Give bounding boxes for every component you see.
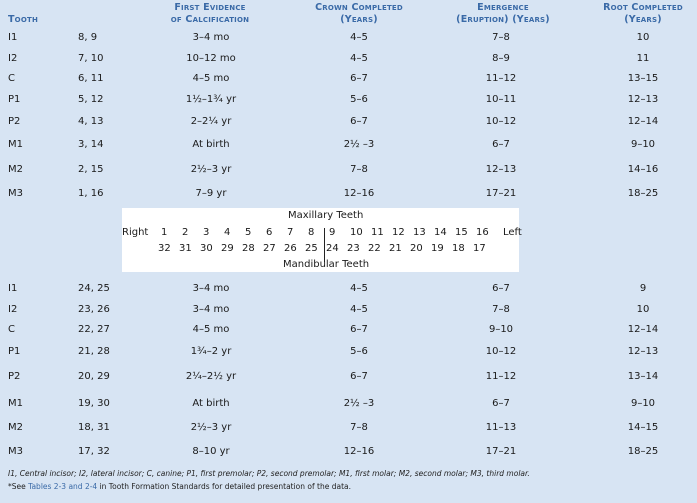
tooth-cell: M2 <box>8 422 23 433</box>
crown-cell: 2½ –3 <box>343 398 375 409</box>
crown-cell: 4–5 <box>350 32 368 43</box>
emergence-cell: 12–13 <box>485 164 517 175</box>
upper-tooth-number: 7 <box>287 227 294 238</box>
header-crown <box>296 2 422 26</box>
lower-tooth-number: 32 <box>158 243 171 254</box>
lower-tooth-number: 22 <box>368 243 381 254</box>
root-cell: 14–16 <box>627 164 659 175</box>
calcification-cell: 3–4 mo <box>192 283 230 294</box>
calcification-cell: 3–4 mo <box>192 304 230 315</box>
tooth-number-cell: 17, 32 <box>78 446 110 457</box>
calcification-cell: 2–2¼ yr <box>190 116 232 127</box>
tooth-number-cell: 19, 30 <box>78 398 110 409</box>
see-tables-footnote <box>8 482 351 491</box>
root-cell: 12–13 <box>627 94 659 105</box>
emergence-cell: 10–12 <box>485 116 517 127</box>
lower-tooth-number: 17 <box>473 243 486 254</box>
emergence-cell: 8–9 <box>492 53 510 64</box>
upper-tooth-number: 4 <box>224 227 231 238</box>
crown-cell: 6–7 <box>350 116 368 127</box>
upper-tooth-number: 3 <box>203 227 210 238</box>
upper-tooth-number: 1 <box>161 227 168 238</box>
tooth-cell: M2 <box>8 164 23 175</box>
lower-tooth-number: 25 <box>305 243 318 254</box>
header-emerg-line2: (Eruption) (Years) <box>456 14 550 25</box>
tooth-number-cell: 23, 26 <box>78 304 110 315</box>
tooth-number-cell: 3, 14 <box>78 139 104 150</box>
lower-tooth-number: 23 <box>347 243 360 254</box>
emergence-cell: 9–10 <box>488 324 514 335</box>
emergence-cell: 10–11 <box>485 94 517 105</box>
abbreviation-footnote <box>8 469 530 478</box>
header-tooth-label: Tooth <box>8 14 39 25</box>
tables-link[interactable]: Tables 2-3 and 2-4 <box>28 482 98 491</box>
tooth-number-cell: 6, 11 <box>78 73 104 84</box>
root-cell: 13–14 <box>627 371 659 382</box>
root-cell: 11 <box>636 53 650 64</box>
emergence-cell: 6–7 <box>492 283 510 294</box>
header-tooth <box>8 14 38 26</box>
upper-tooth-number: 2 <box>182 227 189 238</box>
emergence-cell: 17–21 <box>485 446 517 457</box>
header-emergence <box>440 2 566 26</box>
root-cell: 14–15 <box>627 422 659 433</box>
emergence-cell: 11–12 <box>485 371 517 382</box>
crown-cell: 5–6 <box>350 346 368 357</box>
root-cell: 12–14 <box>627 324 659 335</box>
header-calc-line2: of Calcification <box>170 14 250 25</box>
upper-tooth-number: 14 <box>434 227 447 238</box>
tooth-cell: I2 <box>8 53 18 64</box>
calcification-cell: 10–12 mo <box>186 53 236 64</box>
calcification-cell: 1¾–2 yr <box>190 346 232 357</box>
calcification-cell: At birth <box>192 398 230 409</box>
root-cell: 13–15 <box>627 73 659 84</box>
lower-tooth-number: 20 <box>410 243 423 254</box>
lower-tooth-number: 28 <box>242 243 255 254</box>
upper-tooth-number: 5 <box>245 227 252 238</box>
root-cell: 18–25 <box>627 188 659 199</box>
upper-tooth-number: 6 <box>266 227 273 238</box>
lower-tooth-number: 27 <box>263 243 276 254</box>
tooth-cell: P2 <box>8 116 21 127</box>
upper-tooth-number: 13 <box>413 227 426 238</box>
tooth-cell: M1 <box>8 139 23 150</box>
root-cell: 10 <box>636 304 650 315</box>
emergence-cell: 6–7 <box>492 398 510 409</box>
crown-cell: 6–7 <box>350 73 368 84</box>
lower-tooth-number: 21 <box>389 243 402 254</box>
tooth-number-cell: 2, 15 <box>78 164 104 175</box>
emergence-cell: 6–7 <box>492 139 510 150</box>
header-crown-line1: Crown Completed <box>315 2 403 13</box>
tooth-cell: C <box>8 73 15 84</box>
root-cell: 9–10 <box>630 139 656 150</box>
tooth-cell: M3 <box>8 446 23 457</box>
tooth-cell: M3 <box>8 188 23 199</box>
crown-cell: 12–16 <box>343 446 375 457</box>
calcification-cell: 2½–3 yr <box>190 164 232 175</box>
upper-tooth-number: 16 <box>476 227 489 238</box>
midline-divider <box>324 228 325 262</box>
calcification-cell: 2¼–2½ yr <box>185 371 237 382</box>
crown-cell: 4–5 <box>350 304 368 315</box>
emergence-cell: 11–12 <box>485 73 517 84</box>
tooth-number-cell: 22, 27 <box>78 324 110 335</box>
upper-tooth-number: 10 <box>350 227 363 238</box>
tooth-cell: P1 <box>8 94 21 105</box>
lower-tooth-number: 30 <box>200 243 213 254</box>
tooth-number-cell: 21, 28 <box>78 346 110 357</box>
calcification-cell: 8–10 yr <box>192 446 230 457</box>
header-root-line1: Root Completed <box>603 2 683 13</box>
crown-cell: 7–8 <box>350 422 368 433</box>
left-label: Left <box>503 227 522 238</box>
tooth-number-cell: 24, 25 <box>78 283 110 294</box>
calcification-cell: 4–5 mo <box>192 73 230 84</box>
crown-cell: 5–6 <box>350 94 368 105</box>
root-cell: 9–10 <box>630 398 656 409</box>
root-cell: 9 <box>639 283 647 294</box>
tooth-cell: I2 <box>8 304 18 315</box>
crown-cell: 4–5 <box>350 283 368 294</box>
tooth-cell: P1 <box>8 346 21 357</box>
see-prefix: *See <box>8 482 29 491</box>
emergence-cell: 7–8 <box>492 32 510 43</box>
tooth-cell: C <box>8 324 15 335</box>
tooth-number-cell: 4, 13 <box>78 116 104 127</box>
emergence-cell: 17–21 <box>485 188 517 199</box>
right-label: Right <box>122 227 149 238</box>
upper-tooth-number: 9 <box>329 227 336 238</box>
crown-cell: 6–7 <box>350 371 368 382</box>
crown-cell: 7–8 <box>350 164 368 175</box>
lower-tooth-number: 18 <box>452 243 465 254</box>
header-emerg-line1: Emergence <box>477 2 529 13</box>
header-root <box>588 2 697 26</box>
tooth-number-cell: 5, 12 <box>78 94 104 105</box>
mandibular-teeth-label: Mandibular Teeth <box>283 259 370 270</box>
crown-cell: 2½ –3 <box>343 139 375 150</box>
tooth-number-cell: 20, 29 <box>78 371 110 382</box>
tooth-cell: M1 <box>8 398 23 409</box>
upper-tooth-number: 15 <box>455 227 468 238</box>
header-calcification <box>140 2 280 26</box>
see-suffix: in Tooth Formation Standards for detailed presentation of the data. <box>97 482 351 491</box>
tooth-number-cell: 1, 16 <box>78 188 104 199</box>
tooth-cell: I1 <box>8 32 18 43</box>
tooth-number-cell: 8, 9 <box>78 32 98 43</box>
tooth-number-cell: 7, 10 <box>78 53 104 64</box>
crown-cell: 12–16 <box>343 188 375 199</box>
abbreviation-text: I1, Central incisor; I2, lateral incisor; C, canine; P1, first premolar; P2, second premolar; M1, first molar; M2, second molar; M3, third molar. <box>8 469 530 478</box>
lower-tooth-number: 31 <box>179 243 192 254</box>
lower-tooth-number: 24 <box>326 243 339 254</box>
crown-cell: 4–5 <box>350 53 368 64</box>
table-header <box>0 0 697 30</box>
emergence-cell: 11–13 <box>485 422 517 433</box>
crown-cell: 6–7 <box>350 324 368 335</box>
header-calc-line1: First Evidence <box>174 2 246 13</box>
header-crown-line2: (Years) <box>340 14 378 25</box>
calcification-cell: 4–5 mo <box>192 324 230 335</box>
calcification-cell: 3–4 mo <box>192 32 230 43</box>
root-cell: 10 <box>636 32 650 43</box>
root-cell: 12–14 <box>627 116 659 127</box>
upper-tooth-number: 12 <box>392 227 405 238</box>
lower-tooth-number: 29 <box>221 243 234 254</box>
tooth-cell: I1 <box>8 283 18 294</box>
calcification-cell: At birth <box>192 139 230 150</box>
header-root-line2: (Years) <box>624 14 662 25</box>
maxillary-teeth-label: Maxillary Teeth <box>288 210 364 221</box>
tooth-number-cell: 18, 31 <box>78 422 110 433</box>
root-cell: 12–13 <box>627 346 659 357</box>
tooth-numbering-diagram <box>122 208 522 272</box>
upper-tooth-number: 8 <box>308 227 315 238</box>
emergence-cell: 7–8 <box>492 304 510 315</box>
emergence-cell: 10–12 <box>485 346 517 357</box>
calcification-cell: 2½–3 yr <box>190 422 232 433</box>
lower-tooth-number: 26 <box>284 243 297 254</box>
calcification-cell: 7–9 yr <box>195 188 227 199</box>
calcification-cell: 1½–1¾ yr <box>185 94 237 105</box>
upper-tooth-number: 11 <box>371 227 384 238</box>
root-cell: 18–25 <box>627 446 659 457</box>
tooth-cell: P2 <box>8 371 21 382</box>
lower-tooth-number: 19 <box>431 243 444 254</box>
